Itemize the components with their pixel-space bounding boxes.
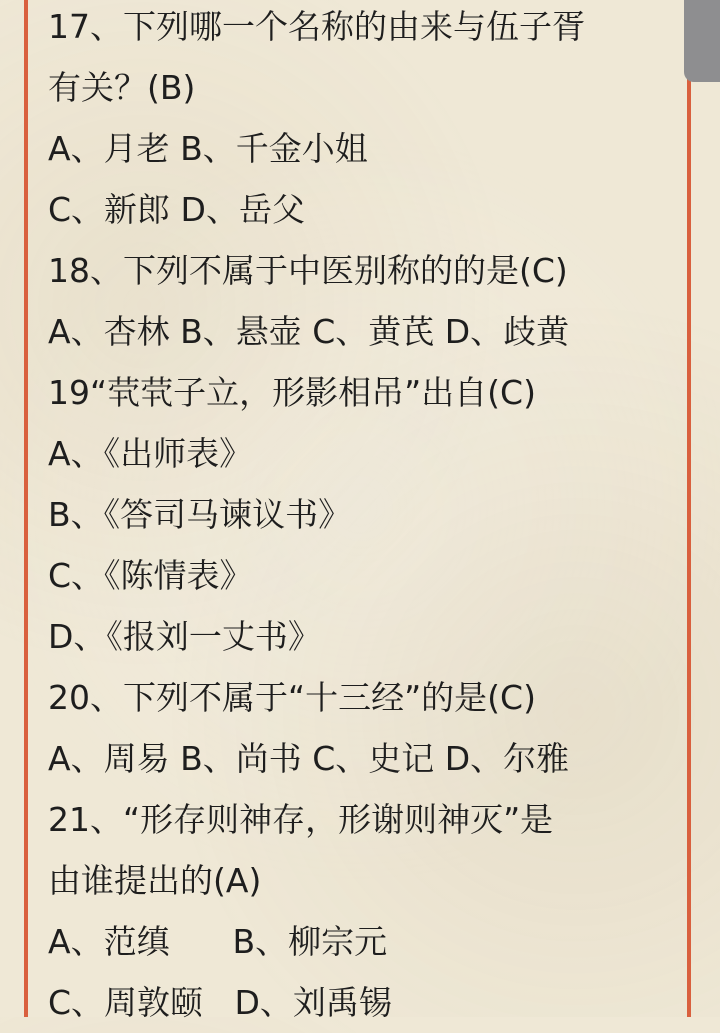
text-line: 17、下列哪一个名称的由来与伍子胥 — [48, 7, 585, 46]
text-line: A、周易 B、尚书 C、史记 D、尔雅 — [48, 739, 570, 778]
text-line: A、《出师表》 — [48, 434, 253, 473]
text-line: 有关？(B) — [48, 68, 196, 107]
text-line: A、范缜 B、柳宗元 — [48, 922, 388, 961]
text-line: 由谁提出的(A) — [48, 861, 262, 900]
text-line: C、新郎 D、岳父 — [48, 190, 305, 229]
right-margin-rule — [687, 0, 691, 1017]
text-line: 19“茕茕子立，形影相吊”出自(C) — [48, 373, 536, 412]
text-line: A、杏林 B、悬壶 C、黄芪 D、歧黄 — [48, 312, 570, 351]
text-line: 20、下列不属于“十三经”的是(C) — [48, 678, 536, 717]
text-line: A、月老 B、千金小姐 — [48, 129, 368, 168]
text-line: B、《答司马谏议书》 — [48, 495, 352, 534]
scrollbar-thumb[interactable] — [684, 0, 720, 82]
left-margin-rule — [24, 0, 28, 1017]
text-line: C、《陈情表》 — [48, 556, 253, 595]
question-text-block — [48, 0, 678, 1033]
text-line: C、周敦颐 D、刘禹锡 — [48, 983, 392, 1022]
text-line: 21、“形存则神存，形谢则神灭”是 — [48, 800, 554, 839]
text-line: 18、下列不属于中医别称的的是(C) — [48, 251, 568, 290]
text-line: D、《报刘一丈书》 — [48, 617, 321, 656]
